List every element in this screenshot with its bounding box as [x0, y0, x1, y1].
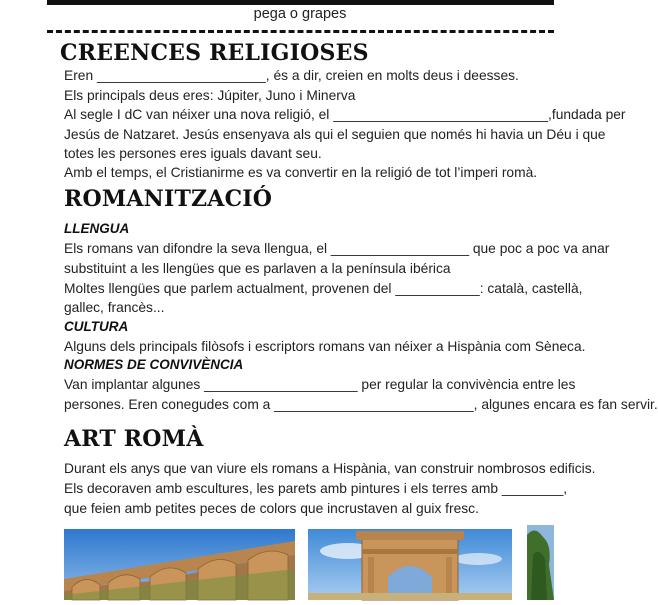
text-line: Eren ______________________, és a dir, creien en molts deus i deesses.	[64, 68, 519, 83]
section-title-romanitzacio: ROMANITZACIÓ	[64, 186, 273, 212]
text-line: Els principals deus eres: Júpiter, Juno i Minerva	[64, 88, 356, 103]
text-line: Alguns dels principals filòsofs i escriptors romans van néixer a Hispània com Sèneca.	[64, 339, 586, 354]
text-line: totes les persones eres iguals davant seu.	[64, 146, 322, 161]
paste-note: pega o grapes	[253, 6, 347, 22]
text-line: que feien amb petites peces de colors que incrustaven al guix fresc.	[64, 501, 479, 516]
text-line: Els romans van difondre la seva llengua, el __________________ que poc a poc va anar	[64, 241, 610, 256]
section-title-religion: CREENCES RELIGIOSES	[60, 40, 369, 66]
subheading-llengua: LLENGUA	[64, 221, 130, 236]
subheading-cultura: CULTURA	[64, 319, 129, 334]
text-line: Amb el temps, el Cristianirme es va convertir en la religió de tot l’imperi romà.	[64, 165, 538, 180]
text-line: Els decoraven amb escultures, les parets amb pintures i els terres amb ________,	[64, 481, 568, 496]
text-line: Al segle I dC van néixer una nova religió, el ____________________________,fundada per	[64, 107, 626, 122]
text-line: Durant els anys que van viure els romans a Hispània, van construir nombrosos edificis.	[64, 461, 596, 476]
text-line: Van implantar algunes ____________________ per regular la convivència entre les	[64, 377, 576, 392]
tree-photo	[527, 525, 554, 600]
section-title-art: ART ROMÀ	[64, 426, 204, 452]
text-line: gallec, francès...	[64, 300, 165, 315]
text-line: persones. Eren conegudes com a __________________________, algunes encara es fan servir.	[64, 397, 658, 412]
triumphal-arch-photo	[308, 529, 512, 600]
text-line: Jesús de Natzaret. Jesús ensenyava als qui el seguien que només hi havia un Déu i que	[64, 127, 606, 142]
worksheet	[47, 0, 658, 600]
aqueduct-photo	[64, 529, 295, 600]
text-line: Moltes llengües que parlem actualment, provenen del ___________: català, castellà,	[64, 281, 583, 296]
subheading-normes: NORMES DE CONVIVÈNCIA	[64, 357, 244, 372]
text-line: substituint a les llengües que es parlaven a la península ibérica	[64, 261, 451, 276]
